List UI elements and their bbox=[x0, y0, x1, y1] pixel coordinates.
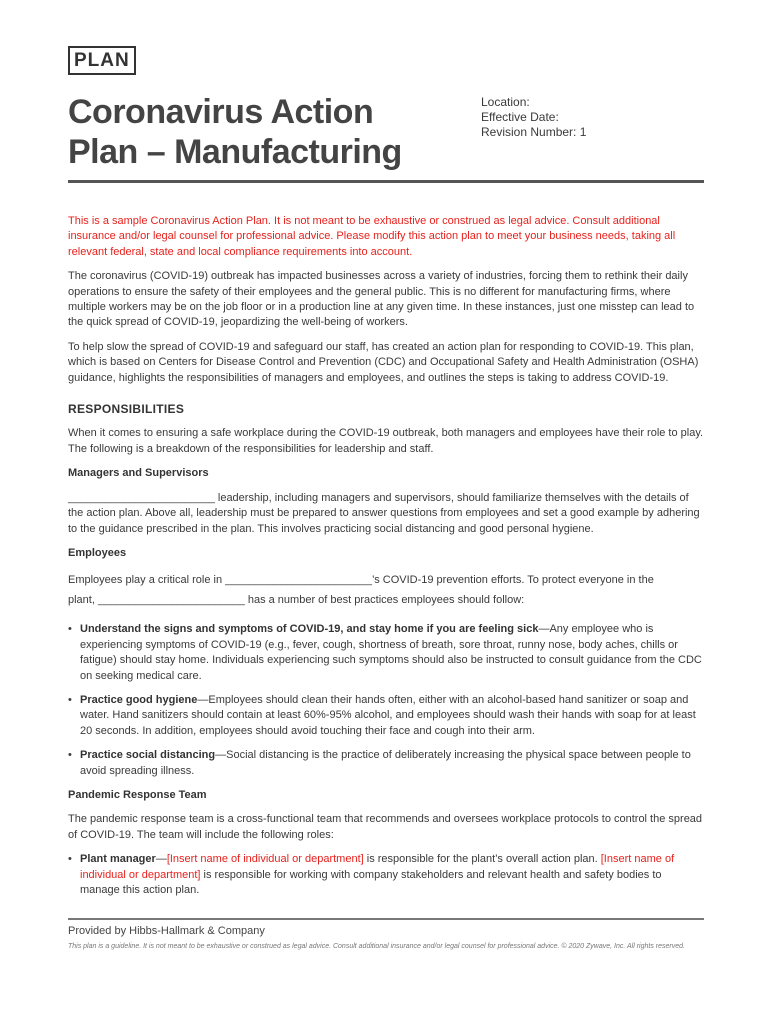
bullet-text: —Social distancing is the practice of deliberately increasing the physical space between people to avoid spreading illness. bbox=[80, 749, 691, 777]
footer-fine-print: This plan is a guideline. It is not meant to be exhaustive or construed as legal advice. Consult additional insurance and/or legal counsel for professional advice. © 2020 Zywave, Inc. All rights reserved. bbox=[68, 943, 685, 950]
title-line-1: Coronavirus Action bbox=[68, 93, 374, 131]
bullet-text: —Any employee who is experiencing symptoms of COVID-19 (e.g., fever, cough, shortness of breath, sore throat, runny nose, body aches, chills or fatigue) should stay home. Individuals experiencing such symptoms should also be instructed to consult guidance from the CDC on seeking medical care. bbox=[80, 623, 702, 682]
insert-placeholder: [Insert name of individual or department] bbox=[166, 853, 364, 866]
list-item bbox=[68, 622, 704, 684]
bullet-bold: Practice social distancing bbox=[80, 749, 216, 762]
role-dash: — bbox=[155, 853, 167, 866]
responsibilities-heading: RESPONSIBILITIES bbox=[68, 402, 185, 417]
insert-placeholder: [Insert name of individual or department] bbox=[80, 853, 675, 881]
meta-location: Location: bbox=[481, 95, 530, 109]
intro-paragraph-1: The coronavirus (COVID-19) outbreak has impacted businesses across a variety of industries, forcing them to rethink their daily operations to ensure the safety of their employees and the general public. This is no different for manufacturing firms, where multiple workers may be on the job floor or in a production line at any given time. In these instances, just one misstep can lead to the quick spread of COVID-19, jeopardizing the well-being of workers. bbox=[68, 270, 695, 329]
plan-meta bbox=[481, 95, 586, 140]
bullet-icon: • bbox=[68, 623, 72, 636]
role-text: is responsible for the plant’s overall action plan. bbox=[363, 853, 601, 866]
title-line-2: Plan – Manufacturing bbox=[68, 133, 402, 171]
bullet-bold: Practice good hygiene bbox=[80, 693, 198, 706]
role-title: Plant manager bbox=[80, 853, 156, 866]
document-body bbox=[68, 214, 704, 907]
employee-practices-list bbox=[68, 622, 704, 779]
meta-effective-date: Effective Date: bbox=[481, 110, 559, 124]
managers-heading: Managers and Supervisors bbox=[68, 467, 209, 480]
list-item bbox=[68, 748, 704, 779]
employees-heading: Employees bbox=[68, 546, 127, 559]
list-item bbox=[68, 852, 704, 898]
bullet-text: —Employees should clean their hands often, either with an alcohol-based hand sanitizer or soap and water. Hand sanitizers should contain at least 60%-95% alcohol, and employees should wash their hands with soap for at least 20 seconds. In addition, employees should avoid touching their face and cough into their arm. bbox=[80, 693, 696, 737]
employees-line-1: Employees play a critical role in ________________________’s COVID-19 prevention efforts. To protect everyone in the bbox=[68, 574, 654, 587]
meta-revision: Revision Number: 1 bbox=[481, 125, 587, 139]
team-roles-list bbox=[68, 852, 704, 898]
header-divider bbox=[68, 180, 704, 183]
bullet-icon: • bbox=[68, 749, 72, 762]
page-title bbox=[68, 92, 468, 172]
footer-provided-by: Provided by Hibbs-Hallmark & Company bbox=[68, 925, 265, 937]
bullet-icon: • bbox=[68, 693, 72, 706]
list-item bbox=[68, 693, 704, 739]
intro-paragraph-2: To help slow the spread of COVID-19 and safeguard our staff, has created an action plan for responding to COVID-19. This plan, which is based on Centers for Disease Control and Prevention (CDC) and Occupational Safety and Health Administration (OSHA) guidance, highlights the responsibilities of managers and employees, and outlines the steps is taking to address COVID-19. bbox=[68, 340, 699, 384]
plan-badge: PLAN bbox=[68, 46, 136, 75]
bullet-bold: Understand the signs and symptoms of COVID-19, and stay home if you are feeling sick bbox=[80, 623, 539, 636]
footer-divider bbox=[68, 918, 704, 920]
role-text-end: is responsible for working with company stakeholders and relevant health and safety bodies to manage this action plan. bbox=[80, 868, 662, 896]
employees-line-2: plant, ________________________ has a number of best practices employees should follow: bbox=[68, 594, 525, 607]
employees-text bbox=[68, 570, 704, 610]
disclaimer: This is a sample Coronavirus Action Plan. It is not meant to be exhaustive or construed as legal advice. Consult additional insurance and/or legal counsel for professional advice. Please modify this action plan to meet your business needs, taking all relevant federal, state and local compliance requirements into account. bbox=[68, 215, 676, 258]
pandemic-team-text: The pandemic response team is a cross-functional team that recommends and oversees workplace protocols to control the spread of COVID-19. The team will include the following roles: bbox=[68, 813, 703, 841]
pandemic-team-heading: Pandemic Response Team bbox=[68, 788, 207, 801]
responsibilities-intro: When it comes to ensuring a safe workplace during the COVID-19 outbreak, both managers and employees have their role to play. The following is a breakdown of the responsibilities for leadership and staff. bbox=[68, 427, 704, 455]
bullet-icon: • bbox=[68, 853, 72, 866]
managers-text: ________________________ leadership, including managers and supervisors, should familiarize themselves with the details of the action plan. Above all, leadership must be prepared to answer questions from employees and set a good example by adhering to the guidance prescribed in the plan. This involves practicing social distancing and good personal hygiene. bbox=[68, 491, 700, 535]
